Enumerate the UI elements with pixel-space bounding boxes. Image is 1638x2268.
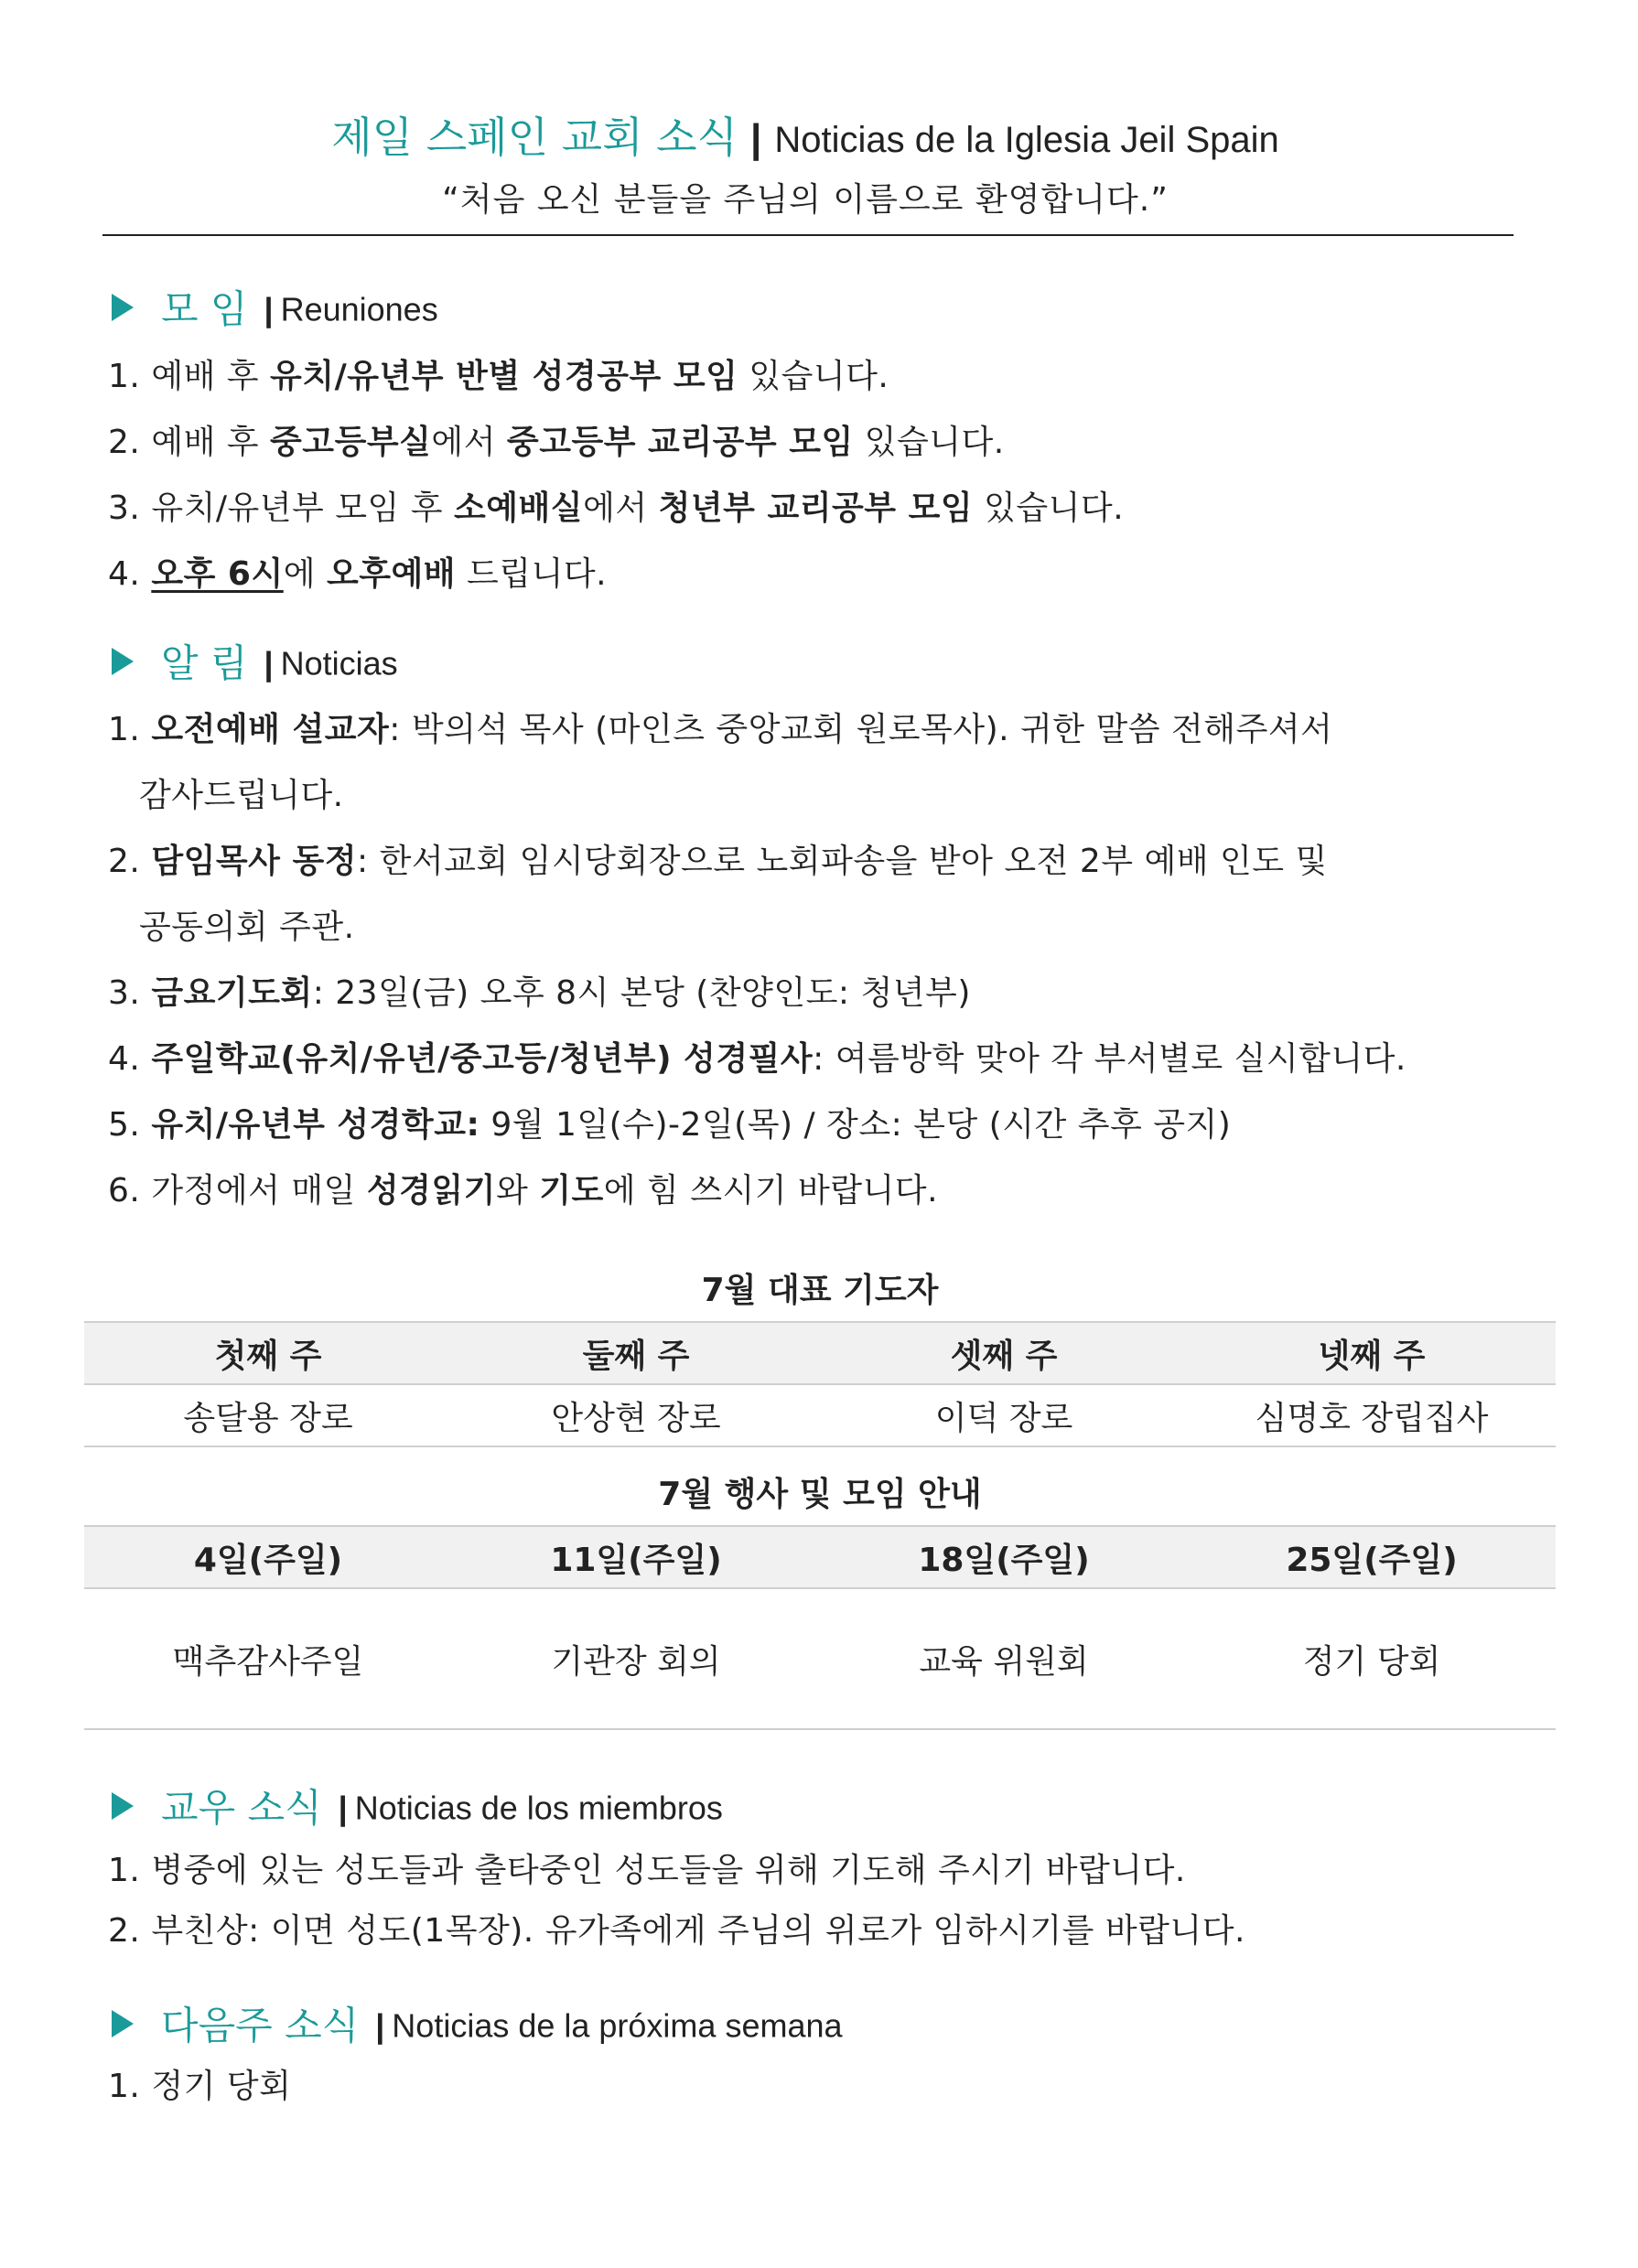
page-title xyxy=(101,108,1510,169)
list-item: 3. 유치/유년부 모임 후 소예배실에서 청년부 교리공부 모임 있습니다. xyxy=(108,489,1125,527)
notice-list xyxy=(108,697,1406,1224)
list-item: 2. 부친상: 이면 성도(1목장). 유가족에게 주님의 위로가 임하시기를 바랍니다. xyxy=(108,1912,1245,1950)
title-separator: | xyxy=(750,116,762,161)
list-item: 1. 정기 당회 xyxy=(108,2068,292,2105)
event-table-title: 7월 행사 및 모임 안내 xyxy=(658,1476,982,1513)
list-item: 1. 예배 후 유치/유년부 반별 성경공부 모임 있습니다. xyxy=(108,358,889,395)
section-title-korean: 다음주 소식 xyxy=(161,2003,360,2048)
table-header-row xyxy=(84,1526,1556,1588)
section-separator: | xyxy=(375,2006,385,2045)
table-header: 4일(주일) xyxy=(84,1526,452,1588)
section-title-spanish: Reuniones xyxy=(280,290,438,328)
section-heading-members xyxy=(112,1779,723,1837)
table-header-row xyxy=(84,1322,1556,1384)
table-cell: 심명호 장립집사 xyxy=(1188,1384,1556,1446)
table-header: 18일(주일) xyxy=(820,1526,1188,1588)
triangle-bullet-icon xyxy=(112,294,134,321)
table-row xyxy=(84,1588,1556,1729)
section-heading-next-week xyxy=(112,1996,843,2055)
table-header: 첫째 주 xyxy=(84,1322,452,1384)
triangle-bullet-icon xyxy=(112,2010,134,2037)
prayer-table xyxy=(84,1261,1556,1447)
list-item: 2. 담임목사 동정: 한서교회 임시당회장으로 노회파송을 받아 오전 2부 예배 인도 및 공동의회 주관. xyxy=(108,843,1328,946)
list-item: 1. 병중에 있는 성도들과 출타중인 성도들을 위해 기도해 주시기 바랍니다. xyxy=(108,1852,1186,1889)
section-title-spanish: Noticias de la próxima semana xyxy=(392,2006,843,2045)
triangle-bullet-icon xyxy=(112,648,134,675)
table-header: 둘째 주 xyxy=(452,1322,820,1384)
next-week-list xyxy=(108,2054,291,2120)
section-heading-meeting xyxy=(112,280,438,339)
section-separator: | xyxy=(264,290,274,328)
list-item: 3. 금요기도회: 23일(금) 오후 8시 본당 (찬양인도: 청년부) xyxy=(108,974,971,1012)
list-item: 1. 오전예배 설교자: 박의석 목사 (마인츠 중앙교회 원로목사). 귀한 말씀 전해주셔서 감사드립니다. xyxy=(108,711,1333,814)
table-header: 11일(주일) xyxy=(452,1526,820,1588)
section-title-korean: 모 임 xyxy=(161,286,248,332)
table-header: 25일(주일) xyxy=(1188,1526,1556,1588)
bulletin-header xyxy=(101,108,1510,226)
table-cell: 맥추감사주일 xyxy=(84,1588,452,1729)
table-cell: 교육 위원회 xyxy=(820,1588,1188,1729)
section-title-spanish: Noticias de los miembros xyxy=(354,1789,723,1827)
welcome-subtitle: “처음 오신 분들을 주님의 이름으로 환영합니다.” xyxy=(442,181,1169,219)
list-item: 6. 가정에서 매일 성경읽기와 기도에 힘 쓰시기 바랍니다. xyxy=(108,1172,939,1209)
table-header: 넷째 주 xyxy=(1188,1322,1556,1384)
list-item: 4. 오후 6시에 오후예배 드립니다. xyxy=(108,555,608,593)
table-cell: 안상현 장로 xyxy=(452,1384,820,1446)
event-table xyxy=(84,1465,1556,1730)
table-cell: 이덕 장로 xyxy=(820,1384,1188,1446)
table-header: 셋째 주 xyxy=(820,1322,1188,1384)
section-title-korean: 알 림 xyxy=(161,640,248,686)
title-spanish: Noticias de la Iglesia Jeil Spain xyxy=(774,120,1279,160)
title-korean: 제일 스페인 교회 소식 xyxy=(331,113,738,162)
header-divider xyxy=(102,234,1514,236)
section-title-korean: 교우 소식 xyxy=(161,1785,322,1831)
members-list xyxy=(108,1841,1245,1962)
section-heading-notice xyxy=(112,634,398,693)
triangle-bullet-icon xyxy=(112,1792,134,1820)
section-separator: | xyxy=(338,1789,348,1827)
table-cell: 송달용 장로 xyxy=(84,1384,452,1446)
table-cell: 기관장 회의 xyxy=(452,1588,820,1729)
prayer-table-title: 7월 대표 기도자 xyxy=(701,1272,939,1309)
table-row xyxy=(84,1384,1556,1446)
list-item: 5. 유치/유년부 성경학교: 9월 1일(수)-2일(목) / 장소: 본당 (시간 추후 공지) xyxy=(108,1106,1232,1144)
table-cell: 정기 당회 xyxy=(1188,1588,1556,1729)
list-item: 2. 예배 후 중고등부실에서 중고등부 교리공부 모임 있습니다. xyxy=(108,424,1005,461)
list-item: 4. 주일학교(유치/유년/중고등/청년부) 성경필사: 여름방학 맞아 각 부서별로 실시합니다. xyxy=(108,1040,1406,1078)
section-separator: | xyxy=(264,644,274,683)
meeting-list xyxy=(108,344,1124,607)
section-title-spanish: Noticias xyxy=(280,644,398,683)
